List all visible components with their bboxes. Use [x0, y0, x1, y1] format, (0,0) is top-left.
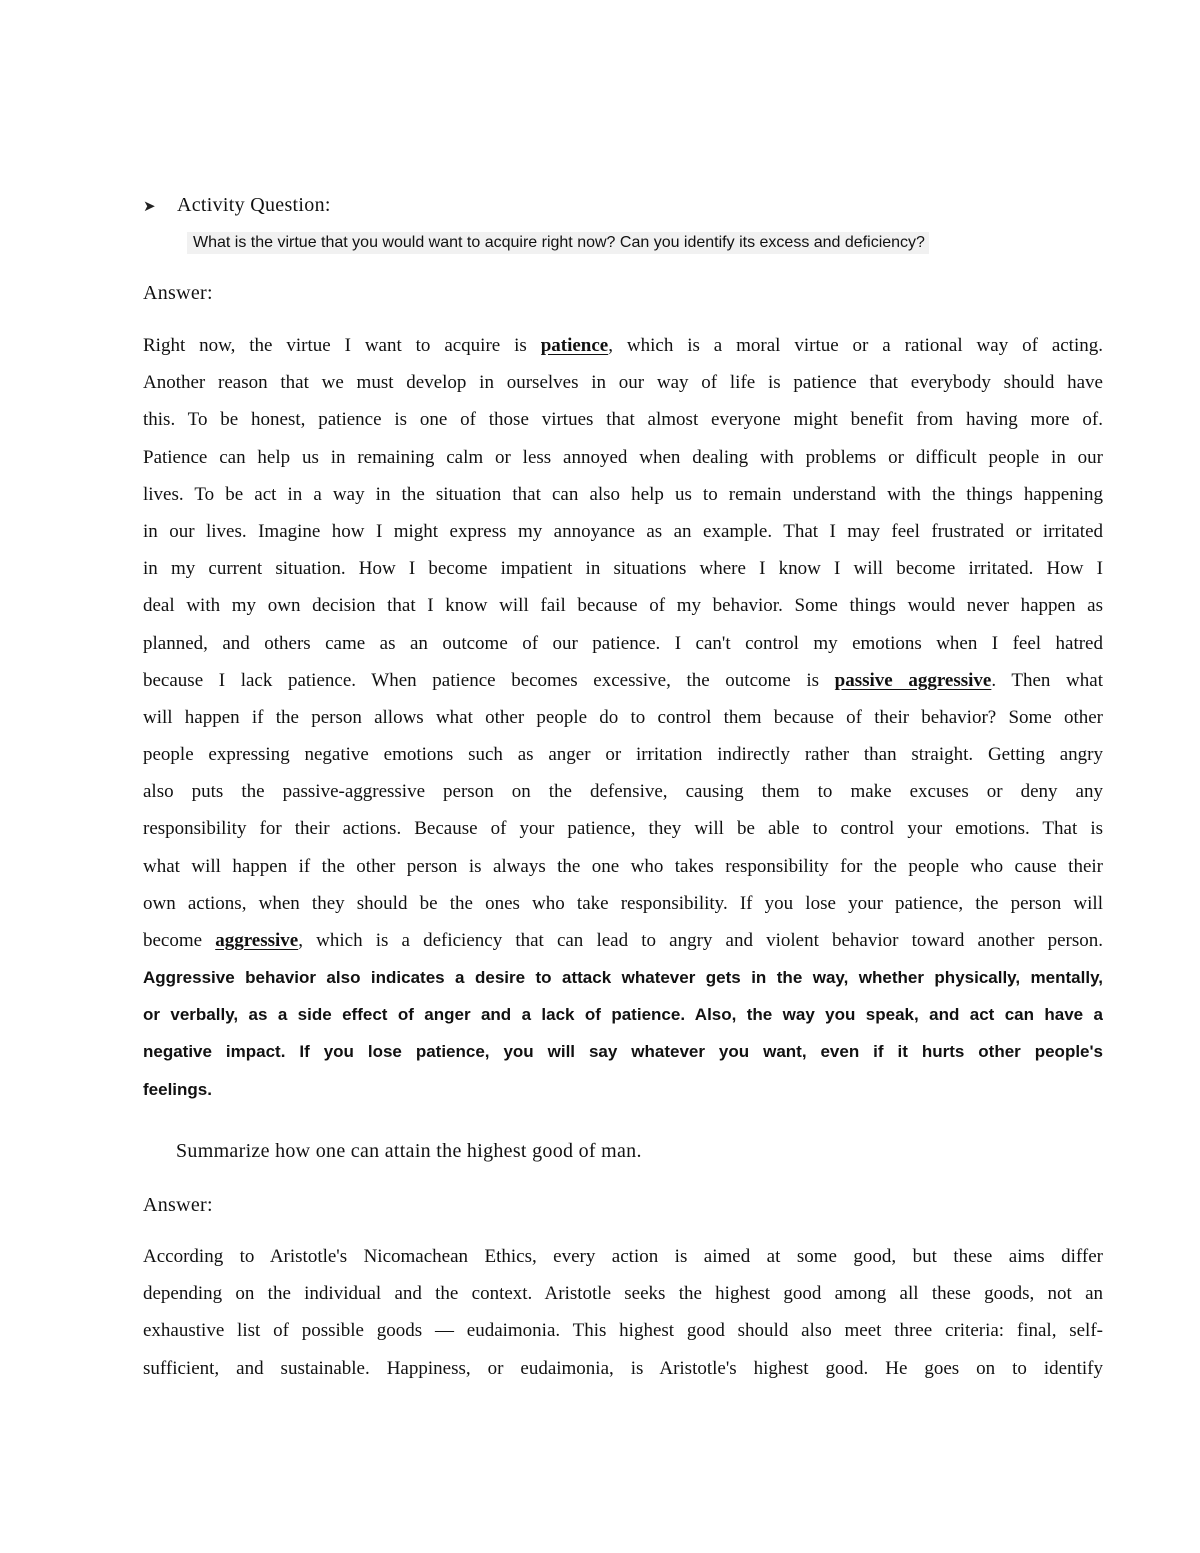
paragraph-line: negative impact. If you lose patience, you will say whatever you want, even if it hurts other people's — [143, 1042, 1103, 1062]
activity-question-heading — [143, 194, 331, 217]
paragraph-line: deal with my own decision that I know will fail because of my behavior. Some things would never happen as — [143, 595, 1103, 617]
question-2-text: Summarize how one can attain the highest good of man. — [176, 1140, 642, 1162]
paragraph-line: exhaustive list of possible goods — eudaimonia. This highest good should also meet three criteria: final, self- — [143, 1320, 1103, 1342]
paragraph-line: responsibility for their actions. Because of your patience, they will be able to control your emotions. That is — [143, 818, 1103, 840]
paragraph-line: lives. To be act in a way in the situation that can also help us to remain understand with the things happening — [143, 483, 1103, 505]
paragraph-line: Patience can help us in remaining calm or less annoyed when dealing with problems or difficult people in our — [143, 446, 1103, 468]
paragraph-line: Aggressive behavior also indicates a desire to attack whatever gets in the way, whether physically, mentally, — [143, 968, 1103, 987]
activity-question-label: Activity Question: — [177, 194, 331, 216]
activity-question-text: What is the virtue that you would want to acquire right now? Can you identify its excess and deficiency? — [187, 232, 929, 254]
answer-paragraph-1 — [143, 327, 1103, 959]
highlight-term-passive-aggressive: passive aggressive — [834, 669, 992, 691]
paragraph-line: people expressing negative emotions such as anger or irritation indirectly rather than straight. Getting angry — [143, 744, 1103, 766]
paragraph-line: According to Aristotle's Nicomachean Ethics, every action is aimed at some good, but these aims differ — [143, 1246, 1103, 1267]
highlight-term-aggressive: aggressive — [215, 930, 299, 951]
paragraph-line: also puts the passive-aggressive person on the defensive, causing them to make excuses or deny any — [143, 781, 1103, 803]
paragraph-line: Another reason that we must develop in ourselves in our way of life is patience that everybody should have — [143, 372, 1103, 394]
answer-paragraph-1-bold — [143, 959, 1103, 1108]
paragraph-line: own actions, when they should be the ones who take responsibility. If you lose your patience, the person will — [143, 892, 1103, 914]
answer-label-2: Answer: — [143, 1194, 213, 1216]
paragraph-line: in our lives. Imagine how I might express my annoyance as an example. That I may feel frustrated or irritated — [143, 520, 1103, 542]
paragraph-line: sufficient, and sustainable. Happiness, or eudaimonia, is Aristotle's highest good. He goes on to identify — [143, 1357, 1103, 1379]
paragraph-line: Right now, the virtue I want to acquire is patience, which is a moral virtue or a rational way of acting. — [143, 335, 1103, 356]
paragraph-line: what will happen if the other person is always the one who takes responsibility for the people who cause their — [143, 855, 1103, 877]
highlight-term-patience: patience — [540, 335, 609, 356]
answer-paragraph-2 — [143, 1238, 1103, 1387]
answer-label-1: Answer: — [143, 282, 213, 304]
paragraph-line: become aggressive, which is a deficiency that can lead to angry and violent behavior toward another person. — [143, 930, 1103, 951]
paragraph-line: or verbally, as a side effect of anger and a lack of patience. Also, the way you speak, and act can have a — [143, 1005, 1103, 1025]
paragraph-line: planned, and others came as an outcome of our patience. I can't control my emotions when I feel hatred — [143, 632, 1103, 654]
paragraph-line: in my current situation. How I become impatient in situations where I know I will become irritated. How I — [143, 558, 1103, 580]
paragraph-line: depending on the individual and the context. Aristotle seeks the highest good among all these goods, not an — [143, 1283, 1103, 1305]
paragraph-line: feelings. — [143, 1079, 212, 1099]
paragraph-line: this. To be honest, patience is one of those virtues that almost everyone might benefit from having more of. — [143, 409, 1103, 431]
arrowhead-bullet-icon: ➤ — [143, 197, 156, 215]
paragraph-line: because I lack patience. When patience becomes excessive, the outcome is passive aggressive. Then what — [143, 669, 1103, 691]
paragraph-line: will happen if the person allows what other people do to control them because of their behavior? Some other — [143, 706, 1103, 728]
